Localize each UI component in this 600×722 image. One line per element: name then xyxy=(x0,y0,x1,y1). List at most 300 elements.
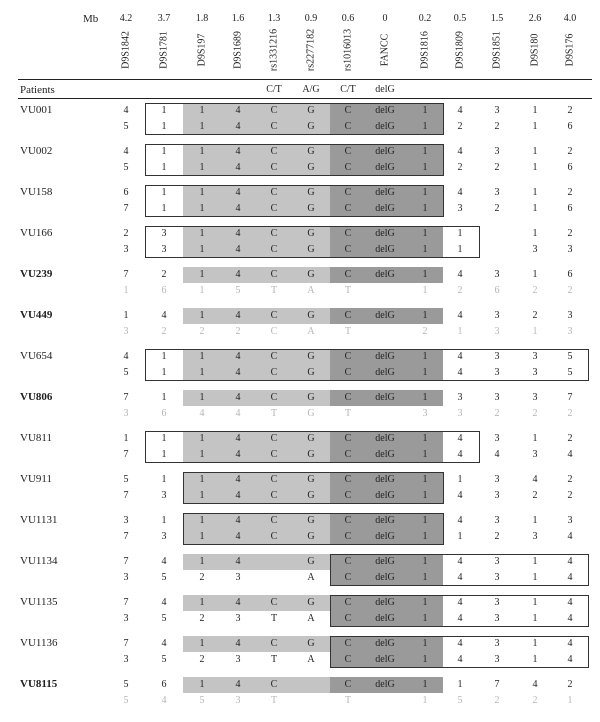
allele-cell: 4 xyxy=(457,613,463,624)
allele-cell: 4 xyxy=(532,474,538,485)
allele-cell: 4 xyxy=(123,105,129,116)
allele-cell: 1 xyxy=(422,105,428,116)
allele-cell: 3 xyxy=(494,326,500,337)
allele-cell: delG xyxy=(375,105,395,116)
allele-cell: C xyxy=(270,105,278,116)
allele-cell: 1 xyxy=(532,515,538,526)
allele-cell: 1 xyxy=(532,654,538,665)
allele-cell: C xyxy=(344,638,352,649)
allele-cell: 1 xyxy=(199,162,205,173)
allele-cell: A xyxy=(307,654,315,665)
allele-cell: 1 xyxy=(532,162,538,173)
allele-cell: 5 xyxy=(567,367,573,378)
allele-cell: 7 xyxy=(123,531,129,542)
allele-cell: 5 xyxy=(457,695,463,706)
allele-cell: 4 xyxy=(235,367,241,378)
allele-cell: 4 xyxy=(457,146,463,157)
allele-cell: delG xyxy=(375,449,395,460)
allele-cell: 2 xyxy=(567,146,573,157)
allele-cell: T xyxy=(344,285,352,296)
allele-cell: 4 xyxy=(457,449,463,460)
allele-cell: 5 xyxy=(123,162,129,173)
allele-cell: 7 xyxy=(123,490,129,501)
allele-cell: 4 xyxy=(457,654,463,665)
allele-cell: 1 xyxy=(161,146,167,157)
allele-cell: 4 xyxy=(494,449,500,460)
allele-cell: delG xyxy=(375,638,395,649)
patient-id: VU1134 xyxy=(20,555,58,567)
allele-cell: 3 xyxy=(567,310,573,321)
allele-cell: 4 xyxy=(235,392,241,403)
allele-cell: delG xyxy=(375,244,395,255)
allele-cell: 6 xyxy=(567,203,573,214)
allele-cell: 4 xyxy=(235,531,241,542)
allele-cell: 3 xyxy=(532,351,538,362)
allele-cell: 1 xyxy=(123,310,129,321)
allele-cell: 1 xyxy=(199,474,205,485)
allele-cell: 1 xyxy=(422,449,428,460)
patient-id: VU1131 xyxy=(20,514,58,526)
allele-cell: 3 xyxy=(494,310,500,321)
allele-cell: 3 xyxy=(494,146,500,157)
allele-cell: G xyxy=(307,121,315,132)
allele-cell: 4 xyxy=(457,105,463,116)
allele-cell: 5 xyxy=(161,572,167,583)
allele-cell: delG xyxy=(375,679,395,690)
allele-cell: C xyxy=(270,162,278,173)
patients-label: Patients xyxy=(20,84,55,96)
allele-cell: 1 xyxy=(532,613,538,624)
allele-cell: C xyxy=(270,679,278,690)
allele-cell: 1 xyxy=(161,351,167,362)
allele-cell: 1 xyxy=(123,285,129,296)
allele-cell: 2 xyxy=(494,203,500,214)
allele-cell: C xyxy=(344,597,352,608)
allele-cell: C xyxy=(270,367,278,378)
allele-cell: C xyxy=(344,310,352,321)
allele-cell: 1 xyxy=(422,556,428,567)
allele-cell: 4 xyxy=(567,654,573,665)
allele-cell: 4 xyxy=(457,572,463,583)
allele-cell: 1 xyxy=(199,105,205,116)
allele-cell: G xyxy=(307,474,315,485)
patient-id: VU002 xyxy=(20,145,53,157)
allele-cell: G xyxy=(307,310,315,321)
allele-cell: 1 xyxy=(422,121,428,132)
allele-cell: 4 xyxy=(567,613,573,624)
allele-cell: 1 xyxy=(199,310,205,321)
marker-name: rs2277182 xyxy=(305,28,317,72)
allele-cell: 1 xyxy=(199,638,205,649)
allele-cell: C xyxy=(344,474,352,485)
allele-cell: 7 xyxy=(123,449,129,460)
allele-cell: C xyxy=(344,433,352,444)
allele-cell: 1 xyxy=(422,310,428,321)
allele-cell: 1 xyxy=(422,638,428,649)
allele-cell: 3 xyxy=(494,613,500,624)
mb-value: 1.5 xyxy=(490,13,504,24)
allele-cell: 1 xyxy=(199,285,205,296)
allele-cell: 1 xyxy=(161,367,167,378)
allele-cell: C xyxy=(344,613,352,624)
allele-cell: 1 xyxy=(161,392,167,403)
mb-value: 2.6 xyxy=(528,13,542,24)
allele-cell: 3 xyxy=(235,695,241,706)
allele-cell: 1 xyxy=(457,679,463,690)
allele-cell: 7 xyxy=(123,203,129,214)
allele-cell: delG xyxy=(375,515,395,526)
allele-cell: 5 xyxy=(161,613,167,624)
allele-cell: C xyxy=(270,310,278,321)
allele-cell: 4 xyxy=(235,105,241,116)
allele-cell: 6 xyxy=(567,269,573,280)
allele-cell: 3 xyxy=(457,392,463,403)
allele-cell: 4 xyxy=(567,531,573,542)
patient-id: VU811 xyxy=(20,432,52,444)
allele-cell: delG xyxy=(375,490,395,501)
allele-cell: A xyxy=(307,285,315,296)
allele-label: C/T xyxy=(340,84,356,95)
allele-cell: 3 xyxy=(494,597,500,608)
allele-cell: 3 xyxy=(494,654,500,665)
allele-cell: C xyxy=(344,244,352,255)
allele-cell: 4 xyxy=(532,679,538,690)
allele-cell: C xyxy=(270,146,278,157)
allele-cell: 4 xyxy=(235,474,241,485)
allele-cell: G xyxy=(307,187,315,198)
allele-cell: 6 xyxy=(161,285,167,296)
allele-cell: 4 xyxy=(457,490,463,501)
allele-cell: delG xyxy=(375,351,395,362)
allele-cell: 2 xyxy=(235,326,241,337)
allele-cell: C xyxy=(270,121,278,132)
allele-cell: 2 xyxy=(567,433,573,444)
allele-cell: C xyxy=(344,531,352,542)
allele-cell: 1 xyxy=(161,162,167,173)
allele-cell: 4 xyxy=(235,515,241,526)
allele-cell: 1 xyxy=(199,433,205,444)
allele-cell: 1 xyxy=(422,531,428,542)
allele-cell: 4 xyxy=(235,638,241,649)
allele-cell: 6 xyxy=(161,679,167,690)
allele-cell: 1 xyxy=(422,203,428,214)
allele-cell: 3 xyxy=(494,638,500,649)
allele-cell: C xyxy=(344,203,352,214)
allele-cell: delG xyxy=(375,597,395,608)
allele-cell: T xyxy=(344,695,352,706)
allele-cell: 4 xyxy=(235,449,241,460)
allele-cell: C xyxy=(270,531,278,542)
allele-cell: C xyxy=(270,351,278,362)
allele-cell: 3 xyxy=(567,244,573,255)
allele-cell: 2 xyxy=(161,269,167,280)
allele-cell: 1 xyxy=(532,597,538,608)
allele-cell: 1 xyxy=(422,367,428,378)
allele-cell: 1 xyxy=(199,515,205,526)
allele-cell: 1 xyxy=(532,187,538,198)
allele-cell: 4 xyxy=(457,310,463,321)
patient-id: VU654 xyxy=(20,350,53,362)
allele-cell: 1 xyxy=(457,531,463,542)
allele-cell: 4 xyxy=(457,556,463,567)
allele-cell: 1 xyxy=(532,203,538,214)
patient-id: VU158 xyxy=(20,186,53,198)
allele-cell: 1 xyxy=(457,228,463,239)
allele-cell: 4 xyxy=(235,187,241,198)
allele-cell: 4 xyxy=(235,146,241,157)
allele-cell: C xyxy=(270,269,278,280)
allele-cell: C xyxy=(270,597,278,608)
allele-cell: 4 xyxy=(161,310,167,321)
mb-value: 0.5 xyxy=(453,13,467,24)
allele-cell: 1 xyxy=(123,433,129,444)
allele-cell: 4 xyxy=(567,638,573,649)
allele-cell: 4 xyxy=(123,351,129,362)
allele-cell: G xyxy=(307,449,315,460)
allele-cell: 3 xyxy=(494,515,500,526)
allele-cell: 7 xyxy=(123,392,129,403)
mb-value: 0.6 xyxy=(341,13,355,24)
allele-cell: 2 xyxy=(567,679,573,690)
allele-cell: 6 xyxy=(567,162,573,173)
allele-cell: 4 xyxy=(235,490,241,501)
allele-cell: 2 xyxy=(532,490,538,501)
allele-cell: 1 xyxy=(532,228,538,239)
allele-cell: 7 xyxy=(567,392,573,403)
patient-id: VU806 xyxy=(20,391,53,403)
allele-cell: G xyxy=(307,490,315,501)
allele-cell: 3 xyxy=(161,531,167,542)
allele-cell: 4 xyxy=(199,408,205,419)
subheader-rule xyxy=(18,98,592,99)
allele-cell: 5 xyxy=(567,351,573,362)
allele-cell: delG xyxy=(375,228,395,239)
allele-cell: C xyxy=(270,638,278,649)
allele-cell: 1 xyxy=(457,326,463,337)
allele-cell: C xyxy=(344,572,352,583)
allele-cell: 1 xyxy=(422,228,428,239)
allele-cell: T xyxy=(270,695,278,706)
allele-cell: G xyxy=(307,105,315,116)
allele-cell: 6 xyxy=(567,121,573,132)
mb-label: Mb xyxy=(83,13,99,25)
allele-cell: 1 xyxy=(199,228,205,239)
allele-cell: T xyxy=(270,408,278,419)
allele-cell: 1 xyxy=(161,105,167,116)
allele-cell: 2 xyxy=(532,285,538,296)
allele-cell: 5 xyxy=(123,679,129,690)
allele-cell: 6 xyxy=(123,187,129,198)
allele-cell: 1 xyxy=(422,695,428,706)
allele-cell: delG xyxy=(375,121,395,132)
allele-cell: 3 xyxy=(494,433,500,444)
allele-cell: 3 xyxy=(494,269,500,280)
allele-cell: 4 xyxy=(235,351,241,362)
allele-cell: 4 xyxy=(457,433,463,444)
patient-id: VU8115 xyxy=(20,678,58,690)
mb-value: 3.7 xyxy=(157,13,171,24)
allele-cell: 3 xyxy=(457,203,463,214)
allele-cell: 4 xyxy=(235,556,241,567)
allele-cell: 3 xyxy=(494,490,500,501)
allele-cell: 3 xyxy=(161,228,167,239)
allele-cell: 5 xyxy=(161,654,167,665)
mb-value: 1.3 xyxy=(267,13,281,24)
allele-cell: 3 xyxy=(123,572,129,583)
patient-id: VU1135 xyxy=(20,596,58,608)
allele-cell: 4 xyxy=(457,515,463,526)
allele-cell: 2 xyxy=(567,228,573,239)
allele-cell: 1 xyxy=(532,433,538,444)
marker-name: D9S1689 xyxy=(232,31,244,69)
allele-cell: 2 xyxy=(567,187,573,198)
allele-cell: 1 xyxy=(422,187,428,198)
allele-cell: 1 xyxy=(199,121,205,132)
allele-cell: 1 xyxy=(161,203,167,214)
marker-name: D9S1842 xyxy=(120,31,132,69)
allele-cell: C xyxy=(344,269,352,280)
allele-cell: 3 xyxy=(567,515,573,526)
allele-cell: 5 xyxy=(123,474,129,485)
allele-cell: C xyxy=(344,490,352,501)
allele-cell: 1 xyxy=(422,613,428,624)
allele-cell: 2 xyxy=(532,408,538,419)
allele-cell: 1 xyxy=(161,433,167,444)
allele-cell: 3 xyxy=(532,392,538,403)
allele-cell: 1 xyxy=(532,105,538,116)
allele-cell: 1 xyxy=(532,121,538,132)
allele-cell: 1 xyxy=(422,679,428,690)
allele-cell: G xyxy=(307,408,315,419)
marker-name: D9S1816 xyxy=(419,31,431,69)
allele-cell: 4 xyxy=(567,597,573,608)
allele-cell: A xyxy=(307,613,315,624)
allele-cell: 4 xyxy=(235,597,241,608)
allele-cell: 2 xyxy=(567,285,573,296)
allele-cell: 1 xyxy=(422,572,428,583)
allele-cell: 3 xyxy=(532,244,538,255)
allele-cell: 1 xyxy=(422,392,428,403)
allele-cell: delG xyxy=(375,474,395,485)
allele-cell: 2 xyxy=(457,285,463,296)
allele-cell: 1 xyxy=(532,146,538,157)
allele-cell: 3 xyxy=(494,105,500,116)
allele-cell: 7 xyxy=(123,638,129,649)
marker-name: D9S180 xyxy=(529,33,541,67)
allele-cell: C xyxy=(344,187,352,198)
allele-cell: 3 xyxy=(494,392,500,403)
allele-cell: G xyxy=(307,638,315,649)
allele-cell: 1 xyxy=(199,203,205,214)
allele-cell: G xyxy=(307,146,315,157)
mb-value: 4.0 xyxy=(563,13,577,24)
mb-value: 1.6 xyxy=(231,13,245,24)
allele-cell: 4 xyxy=(235,408,241,419)
allele-cell: 1 xyxy=(161,515,167,526)
allele-cell: 1 xyxy=(161,474,167,485)
allele-cell: 3 xyxy=(532,531,538,542)
allele-cell: G xyxy=(307,351,315,362)
allele-cell: 2 xyxy=(567,408,573,419)
allele-cell: 1 xyxy=(161,121,167,132)
allele-cell: 2 xyxy=(123,228,129,239)
allele-cell: 1 xyxy=(422,433,428,444)
marker-name: D9S1809 xyxy=(454,31,466,69)
marker-name: FANCC xyxy=(379,33,391,67)
allele-cell: 1 xyxy=(457,244,463,255)
allele-cell: 2 xyxy=(532,695,538,706)
allele-cell: C xyxy=(270,490,278,501)
allele-cell: T xyxy=(270,285,278,296)
allele-cell: 4 xyxy=(235,679,241,690)
allele-cell: T xyxy=(270,613,278,624)
allele-cell: C xyxy=(344,162,352,173)
allele-cell: 3 xyxy=(532,449,538,460)
allele-cell: 1 xyxy=(199,146,205,157)
allele-cell: 3 xyxy=(161,244,167,255)
allele-cell: 3 xyxy=(161,490,167,501)
allele-cell: 1 xyxy=(199,531,205,542)
allele-cell: A xyxy=(307,572,315,583)
allele-cell: G xyxy=(307,392,315,403)
allele-cell: delG xyxy=(375,433,395,444)
allele-cell: C xyxy=(270,433,278,444)
allele-cell: 2 xyxy=(161,326,167,337)
allele-cell: C xyxy=(270,244,278,255)
allele-cell: 2 xyxy=(567,105,573,116)
allele-cell: C xyxy=(344,556,352,567)
allele-cell: delG xyxy=(375,531,395,542)
allele-cell: 4 xyxy=(161,638,167,649)
allele-cell: G xyxy=(307,228,315,239)
allele-cell: G xyxy=(307,556,315,567)
allele-cell: 1 xyxy=(532,638,538,649)
allele-cell: delG xyxy=(375,269,395,280)
patient-id: VU1136 xyxy=(20,637,58,649)
allele-cell: 3 xyxy=(123,613,129,624)
allele-cell: 4 xyxy=(457,187,463,198)
allele-label: delG xyxy=(375,84,395,95)
allele-cell: 2 xyxy=(199,572,205,583)
allele-cell: 4 xyxy=(161,695,167,706)
allele-cell: delG xyxy=(375,613,395,624)
allele-cell: 2 xyxy=(457,162,463,173)
allele-cell: G xyxy=(307,367,315,378)
allele-cell: delG xyxy=(375,203,395,214)
patient-id: VU911 xyxy=(20,473,52,485)
allele-cell: 1 xyxy=(199,392,205,403)
allele-cell: 1 xyxy=(422,654,428,665)
allele-cell: 3 xyxy=(494,474,500,485)
allele-cell: C xyxy=(270,203,278,214)
allele-cell: 4 xyxy=(567,449,573,460)
allele-cell: 4 xyxy=(161,597,167,608)
marker-name: rs1016013 xyxy=(342,28,354,72)
allele-cell: 2 xyxy=(494,121,500,132)
allele-cell: delG xyxy=(375,187,395,198)
allele-cell: 2 xyxy=(199,326,205,337)
allele-cell: 4 xyxy=(457,269,463,280)
allele-cell: C xyxy=(344,679,352,690)
marker-name: D9S176 xyxy=(564,33,576,67)
allele-cell: 5 xyxy=(123,121,129,132)
allele-cell: G xyxy=(307,515,315,526)
allele-cell: T xyxy=(270,654,278,665)
allele-label: A/G xyxy=(302,84,320,95)
allele-cell: 3 xyxy=(494,367,500,378)
allele-cell: 2 xyxy=(422,326,428,337)
allele-cell: 5 xyxy=(199,695,205,706)
